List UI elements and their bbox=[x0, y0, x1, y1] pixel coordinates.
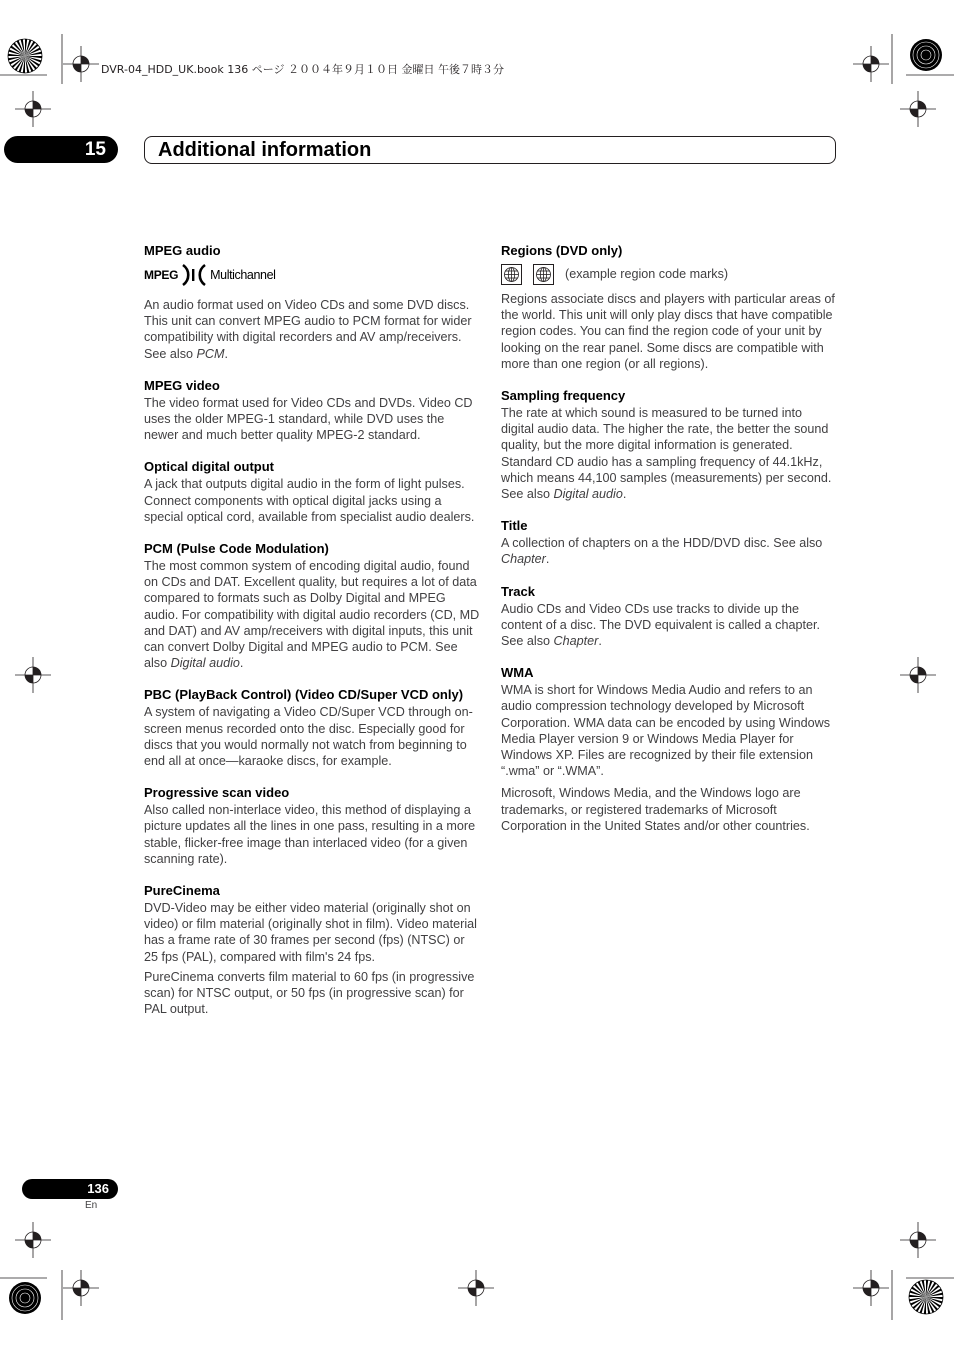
definition-text: An audio format used on Video CDs and some DVD discs. This unit can convert MPEG audio to PCM format for wider compatibility with digital recorders and AV amp/receivers. See also PCM. bbox=[144, 298, 472, 361]
glossary-entry-mpeg-audio bbox=[144, 243, 480, 362]
glossary-entry-regions bbox=[501, 243, 837, 372]
crosshair-target-icon bbox=[15, 91, 51, 127]
chapter-title-bar bbox=[144, 136, 836, 164]
chapter-title: Additional information bbox=[158, 139, 372, 161]
term-heading: Sampling frequency bbox=[501, 388, 626, 404]
definition-text: A collection of chapters on a the HDD/DVD disc. See also Chapter. bbox=[501, 536, 823, 567]
term-heading: WMA bbox=[501, 665, 534, 681]
definition-text: Audio CDs and Video CDs use tracks to divide up the content of a disc. The DVD equivalent is called a chapter. See also Chapter. bbox=[501, 601, 820, 649]
term-heading: PBC (PlayBack Control) (Video CD/Super VCD only) bbox=[144, 687, 464, 703]
print-header: DVR-04_HDD_UK.book 136 ページ ２００４年９月１０日 金曜日 午後７時３分 bbox=[101, 63, 505, 76]
cross-reference: Chapter bbox=[553, 634, 599, 649]
definition-text: Regions associate discs and players with particular areas of the world. This unit will only play discs that have compatible region codes. You can find the region code of your unit by looking on the rear panel. Some discs are compatible with more than one region (or all regions). bbox=[501, 292, 835, 371]
glossary-entry-title bbox=[501, 518, 837, 567]
term-heading: MPEG video bbox=[144, 377, 220, 393]
left-column bbox=[144, 243, 480, 1034]
mpeg-arcs-icon bbox=[180, 263, 208, 287]
term-heading: Title bbox=[501, 518, 528, 534]
crosshair-target-icon bbox=[900, 1222, 936, 1258]
crosshair-target-icon bbox=[15, 1222, 51, 1258]
trademark-notice: Microsoft, Windows Media, and the Windows logo are trademarks, or registered trademarks of Microsoft Corporation in the United States and/or other countries. bbox=[501, 786, 810, 833]
glossary-entry-track bbox=[501, 584, 837, 650]
term-heading: Progressive scan video bbox=[144, 785, 290, 801]
mpeg-multichannel-logo bbox=[144, 261, 480, 289]
glossary-entry-pcm bbox=[144, 541, 480, 671]
crosshair-target-icon bbox=[458, 1270, 494, 1306]
glossary-entry-pbc bbox=[144, 687, 480, 769]
definition-text: DVD-Video may be either video material (originally shot on video) or film material (originally shot in film). Video material has a frame rate of 30 frames per second (fps) (NTSC) or 25 fps (PAL), compared with film's 24 fps. bbox=[144, 901, 477, 964]
definition-text: The rate at which sound is measured to be turned into digital audio data. The higher the rate, the better the sound quality, but the more digital information is generated. Standard CD audio has a sampling frequency of 44.1kHz, which means 44,100 samples (measurements) per second. See also Digital audio. bbox=[501, 406, 832, 502]
definition-text: A jack that outputs digital audio in the form of light pulses. Connect components with optical digital jacks using a special optical cord, available from specialist audio dealers. bbox=[144, 477, 475, 524]
term-heading: Regions (DVD only) bbox=[501, 243, 623, 258]
cross-reference: Chapter bbox=[501, 552, 546, 567]
definition-text: The video format used for Video CDs and DVDs. Video CD uses the older MPEG-1 standard, while DVD uses the newer and much better quality MPEG-2 standard. bbox=[144, 395, 473, 443]
term-heading: PCM (Pulse Code Modulation) bbox=[144, 541, 329, 557]
glossary-entry-wma bbox=[501, 665, 837, 834]
right-column bbox=[501, 243, 837, 850]
definition-text: The most common system of encoding digital audio, found on CDs and DAT. Excellent quality, but requires a lot of data compared to formats such as Dolby Digital and MPEG audio. For compatibility with digital audio recorders (CD, MD and DAT) and AV amp/receivers with digital inputs, this unit can convert Dolby Digital and MPEG audio to PCM. See also Digital audio. bbox=[144, 559, 480, 671]
term-heading: Optical digital output bbox=[144, 459, 274, 475]
crosshair-target-icon bbox=[853, 1270, 889, 1306]
chapter-number-badge: 15 bbox=[4, 136, 118, 163]
crosshair-target-icon bbox=[900, 657, 936, 693]
glossary-entry-mpeg-video bbox=[144, 378, 480, 444]
region-code-marks bbox=[501, 261, 837, 287]
definition-text: Also called non-interlace video, this method of displaying a picture updates all the lines in one pass, resulting in a more stable, flicker-free image than interlaced video (for a given scanning rate). bbox=[144, 803, 476, 866]
cross-reference: Digital audio bbox=[170, 656, 240, 671]
logo-mpeg-text: MPEG bbox=[144, 268, 179, 282]
language-code: En bbox=[85, 1200, 98, 1211]
definition-text: PureCinema converts film material to 60 fps (in progressive scan) for NTSC output, or 50 fps (in progressive scan) for PAL output. bbox=[144, 969, 475, 1017]
region-globe-icon bbox=[501, 264, 522, 285]
cross-reference: Digital audio bbox=[553, 487, 623, 502]
term-heading: MPEG audio bbox=[144, 243, 221, 258]
cross-reference: PCM bbox=[196, 346, 225, 361]
term-heading: Track bbox=[501, 583, 535, 599]
region-marks-caption: (example region code marks) bbox=[565, 267, 729, 281]
crosshair-target-icon bbox=[853, 46, 889, 82]
crosshair-target-icon bbox=[63, 46, 99, 82]
glossary-entry-purecinema bbox=[144, 883, 480, 1017]
crosshair-target-icon bbox=[900, 91, 936, 127]
definition-text: A system of navigating a Video CD/Super VCD through on-screen menus recorded onto the disc. Especially good for discs that you would normally not watch from beginning to end all at once—karaoke discs, for example. bbox=[144, 705, 473, 769]
glossary-entry-sampling-frequency bbox=[501, 388, 837, 502]
term-heading: PureCinema bbox=[144, 883, 220, 899]
crosshair-target-icon bbox=[63, 1270, 99, 1306]
crosshair-target-icon bbox=[15, 657, 51, 693]
region-globe-icon bbox=[533, 264, 554, 285]
glossary-entry-progressive-scan bbox=[144, 785, 480, 867]
glossary-entry-optical-digital-output bbox=[144, 459, 480, 525]
logo-multichannel-text: Multichannel bbox=[210, 268, 276, 282]
definition-text: WMA is short for Windows Media Audio and refers to an audio compression technology developed by Microsoft Corporation. WMA data can be encoded by using Windows Media Player version 9 or Windows Media Player for Windows XP. Files are recognized by their file extension “.wma” or “.WMA”. bbox=[501, 683, 831, 779]
page-number-badge: 136 bbox=[22, 1179, 118, 1199]
